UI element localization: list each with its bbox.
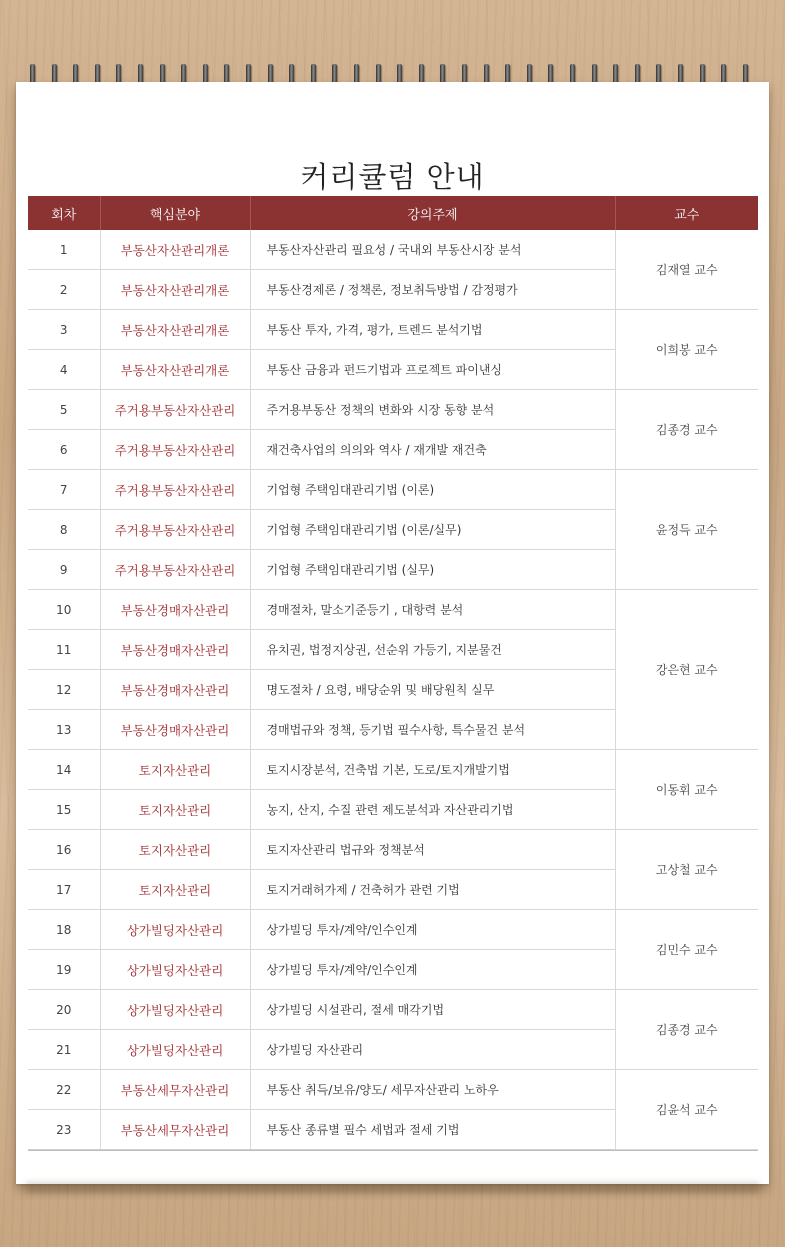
- paper-shadow: [26, 1182, 759, 1194]
- session-number: 21: [28, 1030, 100, 1070]
- session-number: 1: [28, 230, 100, 270]
- table-bottom-line: [28, 1150, 758, 1151]
- table-row: [28, 590, 758, 630]
- core-field: 상가빌딩자산관리: [100, 1030, 250, 1070]
- lecture-topic: 경매절차, 말소기준등기 , 대항력 분석: [250, 590, 615, 630]
- session-number: 19: [28, 950, 100, 990]
- core-field: 부동산자산관리개론: [100, 270, 250, 310]
- core-field: 부동산경매자산관리: [100, 630, 250, 670]
- lecture-topic: 명도절차 / 요령, 배당순위 및 배당원칙 실무: [250, 670, 615, 710]
- lecture-topic: 상가빌딩 투자/계약/인수인계: [250, 950, 615, 990]
- core-field: 부동산세무자산관리: [100, 1110, 250, 1150]
- table-row: [28, 910, 758, 950]
- professor: 김재열 교수: [615, 230, 758, 310]
- lecture-topic: 기업형 주택임대관리기법 (이론): [250, 470, 615, 510]
- lecture-topic: 부동산 취득/보유/양도/ 세무자산관리 노하우: [250, 1070, 615, 1110]
- table-row: [28, 390, 758, 430]
- lecture-topic: 농지, 산지, 수질 관련 제도분석과 자산관리기법: [250, 790, 615, 830]
- session-number: 6: [28, 430, 100, 470]
- lecture-topic: 토지시장분석, 건축법 기본, 도로/토지개발기법: [250, 750, 615, 790]
- core-field: 토지자산관리: [100, 870, 250, 910]
- session-number: 20: [28, 990, 100, 1030]
- core-field: 부동산경매자산관리: [100, 590, 250, 630]
- lecture-topic: 상가빌딩 자산관리: [250, 1030, 615, 1070]
- session-number: 10: [28, 590, 100, 630]
- lecture-topic: 부동산자산관리 필요성 / 국내외 부동산시장 분석: [250, 230, 615, 270]
- session-number: 22: [28, 1070, 100, 1110]
- lecture-topic: 주거용부동산 정책의 변화와 시장 동향 분석: [250, 390, 615, 430]
- session-number: 17: [28, 870, 100, 910]
- core-field: 부동산자산관리개론: [100, 310, 250, 350]
- session-number: 16: [28, 830, 100, 870]
- core-field: 상가빌딩자산관리: [100, 910, 250, 950]
- session-number: 8: [28, 510, 100, 550]
- table-body: [28, 230, 758, 1150]
- session-number: 2: [28, 270, 100, 310]
- header-field: 핵심분야: [100, 196, 250, 230]
- core-field: 주거용부동산자산관리: [100, 390, 250, 430]
- lecture-topic: 상가빌딩 투자/계약/인수인계: [250, 910, 615, 950]
- core-field: 상가빌딩자산관리: [100, 990, 250, 1030]
- professor: 윤정득 교수: [615, 470, 758, 590]
- core-field: 부동산경매자산관리: [100, 710, 250, 750]
- table-row: [28, 1070, 758, 1110]
- lecture-topic: 부동산경제론 / 정책론, 정보취득방법 / 감정평가: [250, 270, 615, 310]
- lecture-topic: 기업형 주택임대관리기법 (실무): [250, 550, 615, 590]
- professor: 김종경 교수: [615, 390, 758, 470]
- table-row: [28, 750, 758, 790]
- session-number: 14: [28, 750, 100, 790]
- professor: 김민수 교수: [615, 910, 758, 990]
- session-number: 13: [28, 710, 100, 750]
- professor: 고상철 교수: [615, 830, 758, 910]
- curriculum-table: [28, 196, 758, 1150]
- core-field: 토지자산관리: [100, 750, 250, 790]
- session-number: 23: [28, 1110, 100, 1150]
- core-field: 토지자산관리: [100, 830, 250, 870]
- lecture-topic: 재건축사업의 의의와 역사 / 재개발 재건축: [250, 430, 615, 470]
- session-number: 12: [28, 670, 100, 710]
- core-field: 주거용부동산자산관리: [100, 470, 250, 510]
- core-field: 부동산자산관리개론: [100, 230, 250, 270]
- lecture-topic: 기업형 주택임대관리기법 (이론/실무): [250, 510, 615, 550]
- session-number: 3: [28, 310, 100, 350]
- session-number: 18: [28, 910, 100, 950]
- professor: 이희봉 교수: [615, 310, 758, 390]
- lecture-topic: 부동산 종류별 필수 세법과 절세 기법: [250, 1110, 615, 1150]
- lecture-topic: 토지거래허가제 / 건축허가 관련 기법: [250, 870, 615, 910]
- core-field: 부동산자산관리개론: [100, 350, 250, 390]
- header-session: 회차: [28, 196, 100, 230]
- core-field: 주거용부동산자산관리: [100, 430, 250, 470]
- table-row: [28, 830, 758, 870]
- session-number: 5: [28, 390, 100, 430]
- core-field: 주거용부동산자산관리: [100, 550, 250, 590]
- session-number: 9: [28, 550, 100, 590]
- lecture-topic: 상가빌딩 시설관리, 절세 매각기법: [250, 990, 615, 1030]
- session-number: 11: [28, 630, 100, 670]
- core-field: 주거용부동산자산관리: [100, 510, 250, 550]
- lecture-topic: 경매법규와 정책, 등기법 필수사항, 특수물건 분석: [250, 710, 615, 750]
- professor: 이동휘 교수: [615, 750, 758, 830]
- core-field: 상가빌딩자산관리: [100, 950, 250, 990]
- page-title: 커리큘럼 안내: [300, 160, 485, 195]
- professor: 김윤석 교수: [615, 1070, 758, 1150]
- core-field: 토지자산관리: [100, 790, 250, 830]
- professor: 강은현 교수: [615, 590, 758, 750]
- lecture-topic: 토지자산관리 법규와 정책분석: [250, 830, 615, 870]
- table-row: [28, 470, 758, 510]
- table-row: [28, 310, 758, 350]
- table-row: [28, 990, 758, 1030]
- header-topic: 강의주제: [250, 196, 615, 230]
- core-field: 부동산경매자산관리: [100, 670, 250, 710]
- lecture-topic: 부동산 금융과 펀드기법과 프로젝트 파이낸싱: [250, 350, 615, 390]
- table-header-row: [28, 196, 758, 230]
- header-professor: 교수: [615, 196, 758, 230]
- session-number: 7: [28, 470, 100, 510]
- core-field: 부동산세무자산관리: [100, 1070, 250, 1110]
- lecture-topic: 유치권, 법정지상권, 선순위 가등기, 지분물건: [250, 630, 615, 670]
- professor: 김종경 교수: [615, 990, 758, 1070]
- session-number: 15: [28, 790, 100, 830]
- session-number: 4: [28, 350, 100, 390]
- table-row: [28, 230, 758, 270]
- lecture-topic: 부동산 투자, 가격, 평가, 트렌드 분석기법: [250, 310, 615, 350]
